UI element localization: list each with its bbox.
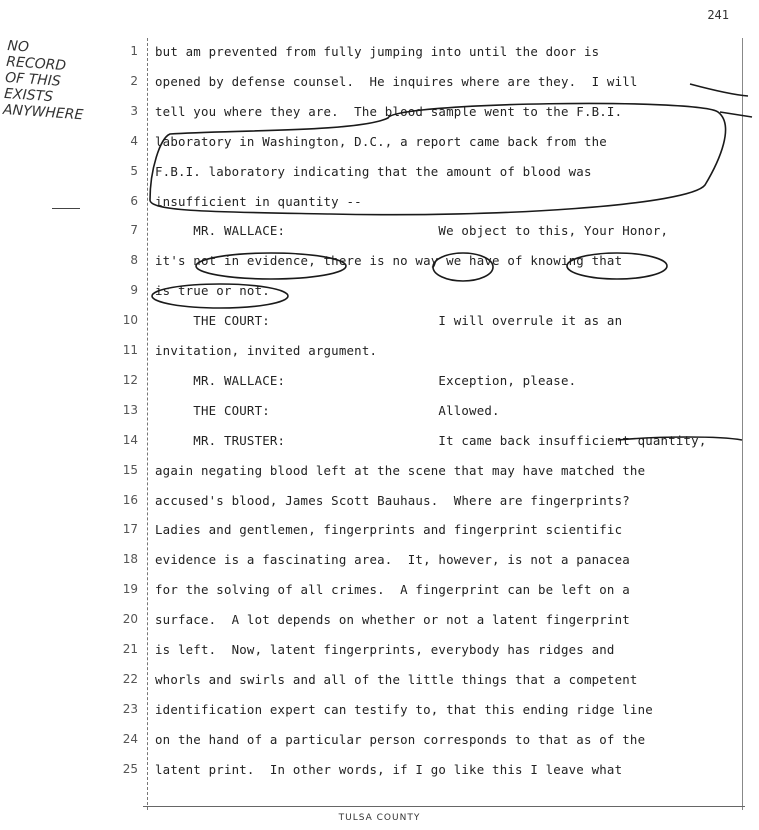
line-text: for the solving of all crimes. A fingerprint can be left on a <box>155 582 630 598</box>
line-number: 15 <box>122 462 138 477</box>
transcript-line <box>0 403 759 423</box>
line-text: but am prevented from fully jumping into until the door is <box>155 44 600 59</box>
line-number: 1 <box>130 44 138 58</box>
line-number: 10 <box>122 313 138 328</box>
line-number: 20 <box>122 612 138 627</box>
line-text: Ladies and gentlemen, fingerprints and fingerprint scientific <box>155 522 623 538</box>
right-margin-rule <box>742 38 743 810</box>
transcript-line <box>0 672 759 692</box>
transcript-line <box>0 44 759 64</box>
transcript-line <box>0 164 759 184</box>
margin-note-line: OF THIS <box>4 69 62 90</box>
line-number: 25 <box>122 761 138 776</box>
line-number: 24 <box>122 731 138 746</box>
transcript-line <box>0 101 759 124</box>
bottom-rule <box>143 806 745 807</box>
transcript-line <box>0 223 759 243</box>
transcript-line <box>0 493 759 513</box>
line-text: invitation, invited argument. <box>155 343 378 358</box>
line-text: MR. WALLACE: Exception, please. <box>155 372 577 388</box>
line-number: 9 <box>130 283 138 298</box>
line-text: whorls and swirls and all of the little things that a competent <box>155 671 638 687</box>
line-text: accused's blood, James Scott Bauhaus. Where are fingerprints? <box>155 492 630 508</box>
line-text: opened by defense counsel. He inquires where are they. I will <box>155 73 638 89</box>
transcript-line <box>0 134 759 154</box>
line-text: on the hand of a particular person corresponds to that as of the <box>155 731 646 747</box>
transcript-line <box>0 343 759 363</box>
line-text: surface. A lot depends on whether or not a latent fingerprint <box>155 612 630 628</box>
transcript-line <box>0 373 759 393</box>
transcript-line <box>0 582 759 602</box>
transcript-line <box>0 552 759 572</box>
line-text: MR. TRUSTER: It came back insufficient quantity, <box>155 432 707 448</box>
line-number: 11 <box>122 343 138 357</box>
line-number: 2 <box>130 73 138 88</box>
line-text: laboratory in Washington, D.C., a report came back from the <box>155 133 607 149</box>
line-number: 22 <box>122 671 138 686</box>
line-text: insufficient in quantity -- <box>155 193 362 209</box>
transcript-line <box>0 433 759 453</box>
line-number: 14 <box>122 432 138 447</box>
margin-note-line: EXISTS <box>3 85 54 106</box>
transcript-line <box>0 463 759 483</box>
line-number: 3 <box>130 103 138 118</box>
transcript-line <box>0 313 759 333</box>
margin-note-line: RECORD <box>5 53 67 75</box>
transcript-line <box>0 642 759 662</box>
transcript-line <box>0 612 759 632</box>
line-number: 16 <box>122 492 138 507</box>
transcript-line <box>0 702 759 722</box>
transcript-line <box>0 522 759 542</box>
page-number: 241 <box>707 8 729 22</box>
transcript-line <box>0 762 759 782</box>
line-number: 7 <box>130 223 138 238</box>
line-text: F.B.I. laboratory indicating that the amount of blood was <box>155 163 592 179</box>
left-margin-rule <box>147 38 148 810</box>
line-number: 23 <box>122 701 138 716</box>
transcript-line <box>0 194 759 214</box>
line-text: identification expert can testify to, that this ending ridge line <box>155 701 653 717</box>
line-number: 18 <box>122 552 138 567</box>
transcript-line <box>0 732 759 752</box>
line-text: evidence is a fascinating area. It, however, is not a panacea <box>155 552 630 568</box>
line-text: THE COURT: I will overrule it as an <box>155 313 623 329</box>
line-number: 13 <box>122 402 138 417</box>
line-text: it's not in evidence, there is no way we have of knowing that <box>155 253 623 269</box>
line-text: MR. WALLACE: We object to this, Your Honor, <box>155 223 669 239</box>
line-number: 8 <box>130 253 138 268</box>
line-number: 17 <box>122 522 138 537</box>
line-text: is left. Now, latent fingerprints, everybody has ridges and <box>155 642 615 657</box>
transcript-line <box>0 74 759 94</box>
line-number: 4 <box>130 133 138 148</box>
transcript-line <box>0 253 759 273</box>
line-number: 21 <box>122 642 138 656</box>
margin-note-line: NO <box>6 38 30 56</box>
line-text: tell you where they are. The blood sample went to the F.B.I. <box>155 103 623 119</box>
margin-note-line: ANYWHERE <box>2 101 84 124</box>
line-number: 12 <box>122 372 138 387</box>
line-number: 5 <box>130 163 138 178</box>
transcript-line <box>0 283 759 303</box>
line-number: 6 <box>130 193 138 208</box>
line-text: is true or not. <box>155 283 270 299</box>
line-text: again negating blood left at the scene that may have matched the <box>155 462 646 478</box>
line-text: THE COURT: Allowed. <box>155 402 500 418</box>
line-text: latent print. In other words, if I go like this I leave what <box>155 761 623 777</box>
footer-county: TULSA COUNTY <box>338 813 421 823</box>
line-number: 19 <box>122 582 138 597</box>
